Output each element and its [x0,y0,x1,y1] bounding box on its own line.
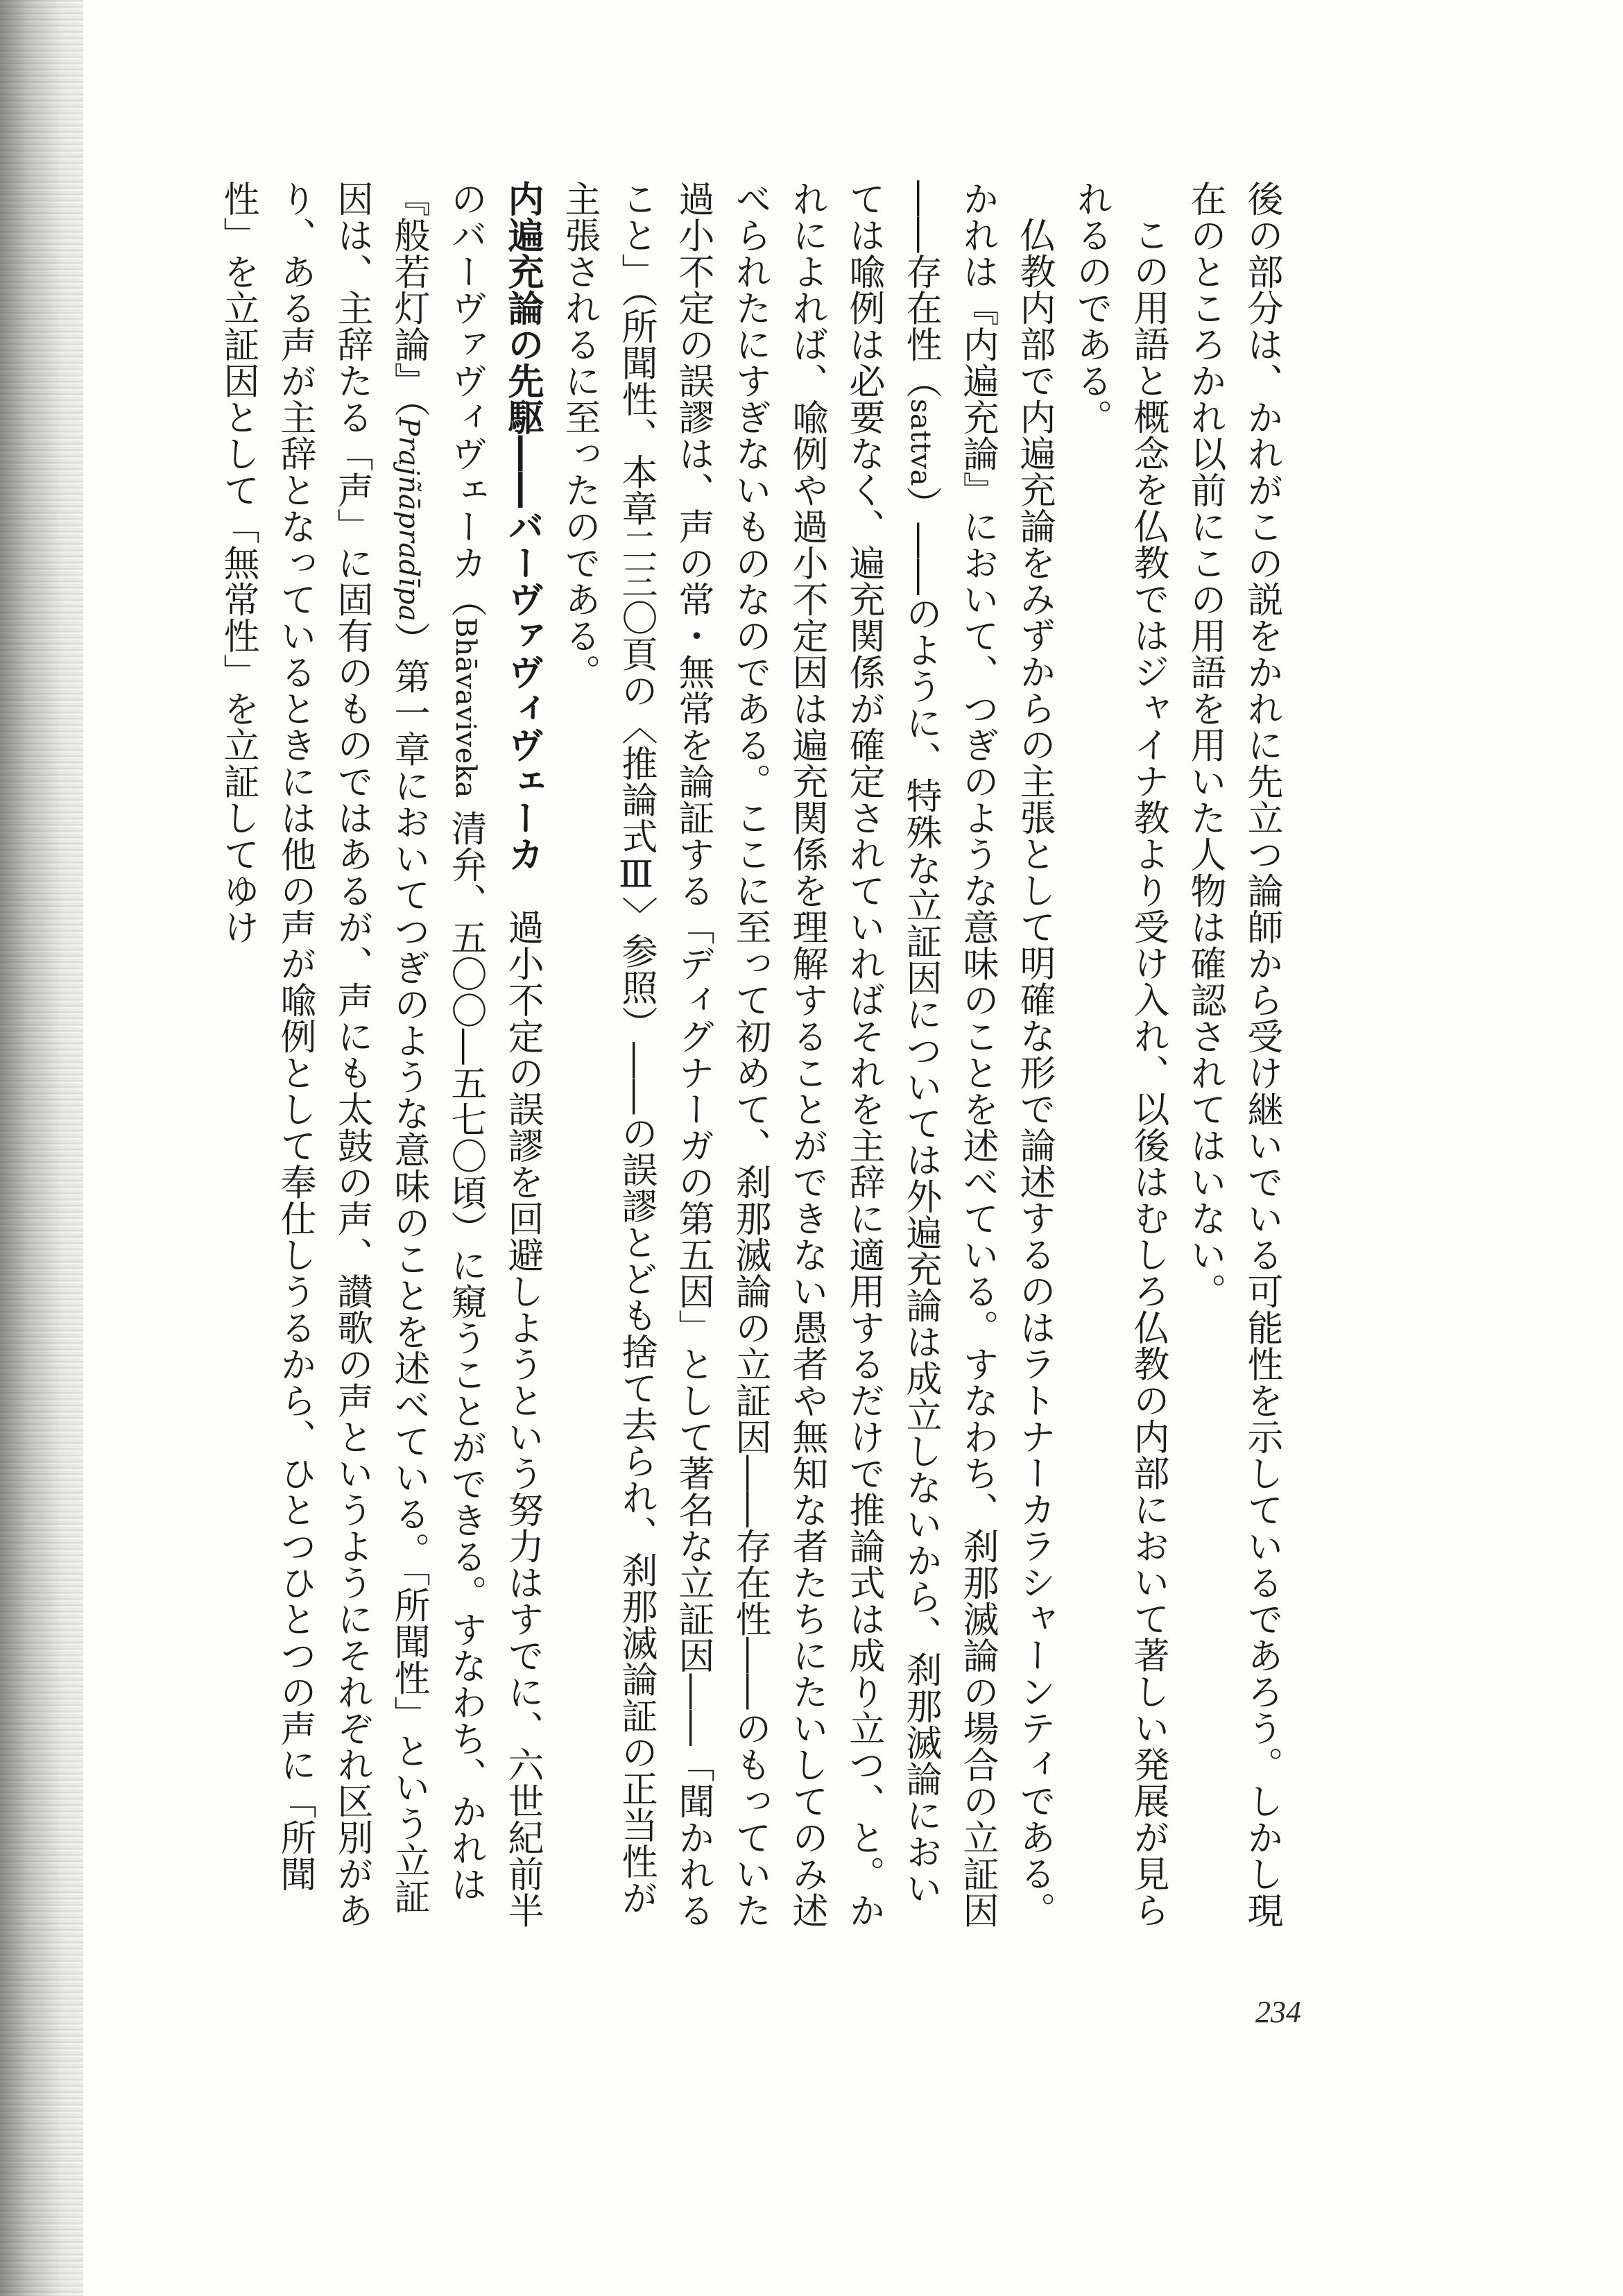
paragraph-3: 仏教内部で内遍充論をみずからの主張として明確な形で論述するのはラトナーカラシャーンティである。かれは『内遍充論』において、つぎのような意味のことを述べている。すなわち、刹那滅論の場合の立証因――存在性（sattva）――のように、特殊な立証因については外遍充論は成立しないから、刹那滅論においては喩例は必要なく、遍充関係が確定されていればそれを主辞に適用するだけで推論式は成り立つ、と。かれによれば、喩例や過小不定因は遍充関係を理解することができない愚者や無知な者たちにたいしてのみ述べられたにすぎないものなのである。ここに至って初めて、刹那滅論の立証因――存在性――のもっていた過小不定の誤謬は、声の常・無常を論証する「ディグナーガの第五因」として著名な立証因――「聞かれること」（所聞性、本章二三〇頁の〈推論式Ⅲ〉参照）――の誤謬とども捨て去られ、刹那滅論証の正当性が主張されるに至ったのである。 [558,180,1055,1928]
page-number: 234 [1255,1995,1301,2029]
paragraph-1: 後の部分は、かれがこの説をかれに先立つ論師から受け継いでいる可能性を示しているであろう。しかし現在のところかれ以前にこの用語を用いた人物は確認されてはいない。 [1184,180,1282,1928]
scan-edge-shadow [0,0,83,2296]
section-heading: 内遍充論の先駆――バーヴァヴィヴェーカ [501,180,543,873]
vertical-text-body [153,180,1290,1928]
paragraph-4: 内遍充論の先駆――バーヴァヴィヴェーカ 過小不定の誤謬を回避しようという努力はすでに、六世紀前半のバーヴァヴィヴェーカ（Bhāvaviveka 清弁、五〇〇―五七〇頃）に窺うことができる。すなわち、かれは『般若灯論』（Prajñāpradīpa）第一章においてつぎのような意味のことを述べている。「所聞性」という立証因は、主辞たる「声」に固有のものではあるが、声にも太鼓の声、讃歌の声というようにそれぞれ区別があり、ある声が主辞となっているときには他の声が喩例として奉仕しうるから、ひとつひとつの声に「所聞性」を立証因として「無常性」を立証してゆけ [217,180,543,1928]
latin-term-prajnapradipa: Prajñāpradīpa [393,417,424,622]
latin-term-bhavaviveka: Bhāvaviveka [449,617,481,798]
latin-term-sattva: sattva [904,399,936,486]
paragraph-2: この用語と概念を仏教ではジャイナ教より受け入れ、以後はむしろ仏教の内部において著しい発展が見られるのである。 [1070,180,1169,1928]
